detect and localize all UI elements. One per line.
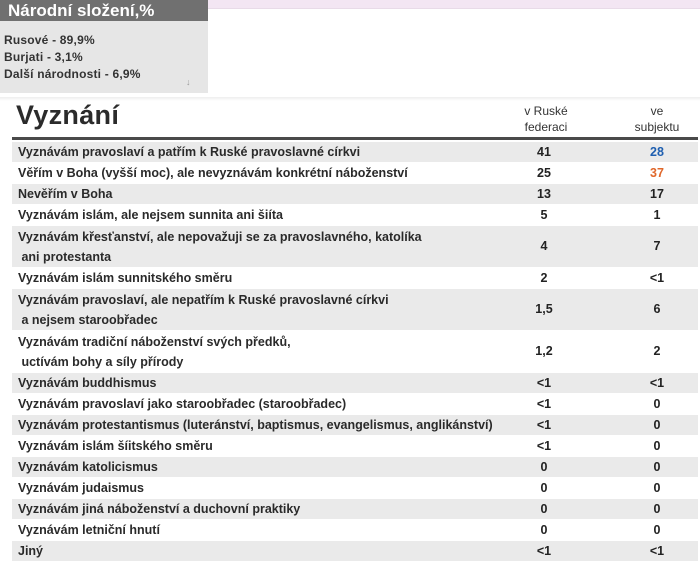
table-row bbox=[12, 457, 698, 478]
value-subject: 0 bbox=[653, 397, 661, 411]
table-row bbox=[12, 373, 698, 394]
national-composition-box bbox=[0, 0, 208, 93]
row-label-line: Vyznávám křesťanství, ale nepovažuji se za pravoslavného, katolíka bbox=[18, 230, 422, 244]
value-russia: <1 bbox=[536, 397, 552, 411]
row-label bbox=[18, 332, 291, 372]
table-row bbox=[12, 436, 698, 457]
value-subject: 28 bbox=[650, 145, 664, 159]
value-russia: 2 bbox=[540, 271, 548, 285]
table-row bbox=[12, 520, 698, 541]
row-label-line: Vyznávám pravoslaví a patřím k Ruské pravoslavné církvi bbox=[18, 145, 361, 159]
value-subject: 0 bbox=[653, 418, 661, 432]
national-line-russians: Rusové - 89,9% bbox=[4, 33, 95, 47]
row-label bbox=[18, 394, 346, 414]
row-label-line: ani protestanta bbox=[18, 250, 112, 264]
table-row bbox=[12, 394, 698, 415]
value-subject: 6 bbox=[653, 302, 661, 316]
value-subject: 0 bbox=[653, 481, 661, 495]
row-label bbox=[18, 520, 160, 540]
value-russia: 0 bbox=[540, 523, 548, 537]
value-russia: <1 bbox=[536, 418, 552, 432]
value-russia: <1 bbox=[536, 544, 552, 558]
value-russia: 1,2 bbox=[535, 344, 553, 358]
row-label bbox=[18, 541, 43, 561]
column-header-russia-line1: v Ruské bbox=[524, 104, 568, 118]
value-subject: <1 bbox=[649, 376, 665, 390]
value-subject: 7 bbox=[653, 239, 661, 253]
row-label bbox=[18, 227, 422, 267]
national-line-buryats: Burjati - 3,1% bbox=[4, 50, 83, 64]
value-russia: 13 bbox=[537, 187, 551, 201]
value-russia: <1 bbox=[536, 376, 552, 390]
row-label bbox=[18, 290, 389, 330]
row-label-line: Vyznávám pravoslaví jako staroobřadec (staroobřadec) bbox=[18, 397, 347, 411]
row-label-line: Vyznávám judaismus bbox=[18, 481, 144, 495]
value-russia: 0 bbox=[540, 481, 548, 495]
header-rule bbox=[12, 137, 698, 140]
row-label-line: uctívám bohy a síly přírody bbox=[18, 355, 184, 369]
table-row bbox=[12, 541, 698, 562]
row-label-line: Jiný bbox=[18, 544, 44, 558]
row-label bbox=[18, 457, 158, 477]
row-label-line: Vyznávám islám šíitského směru bbox=[18, 439, 213, 453]
column-header-subject bbox=[622, 103, 692, 135]
column-header-russia bbox=[515, 103, 577, 135]
value-russia: 0 bbox=[540, 460, 548, 474]
national-line-other: Další národnosti - 6,9% bbox=[4, 67, 141, 81]
table-row bbox=[12, 163, 698, 184]
row-label-line: Vyznávám tradiční náboženství svých předků, bbox=[18, 335, 291, 349]
table-row bbox=[12, 331, 698, 373]
value-subject: 0 bbox=[653, 523, 661, 537]
religion-table-title: Vyznání bbox=[16, 100, 120, 130]
column-header-subject-line2: subjektu bbox=[634, 120, 680, 134]
value-subject: 0 bbox=[653, 439, 661, 453]
top-line bbox=[208, 8, 700, 9]
row-label bbox=[18, 478, 144, 498]
down-arrow-icon: ↓ bbox=[186, 77, 191, 87]
value-subject: 37 bbox=[650, 166, 664, 180]
religion-table-body bbox=[12, 142, 698, 562]
table-row bbox=[12, 478, 698, 499]
table-row bbox=[12, 205, 698, 226]
row-label bbox=[18, 205, 283, 225]
table-row bbox=[12, 499, 698, 520]
column-header-russia-line2: federaci bbox=[524, 120, 568, 134]
row-label bbox=[18, 415, 493, 435]
row-label-line: a nejsem staroobřadec bbox=[18, 313, 158, 327]
row-label bbox=[18, 499, 300, 519]
table-row bbox=[12, 289, 698, 331]
value-russia: 4 bbox=[540, 239, 548, 253]
row-label bbox=[18, 268, 232, 288]
value-russia: 41 bbox=[537, 145, 551, 159]
column-header-subject-line1: ve bbox=[650, 104, 664, 118]
value-russia: 1,5 bbox=[535, 302, 553, 316]
row-label-line: Vyznávám buddhismus bbox=[18, 376, 157, 390]
value-subject: 0 bbox=[653, 502, 661, 516]
table-row bbox=[12, 415, 698, 436]
value-subject: 2 bbox=[653, 344, 661, 358]
row-label-line: Vyznávám letniční hnutí bbox=[18, 523, 160, 537]
row-label bbox=[18, 373, 156, 393]
row-label bbox=[18, 142, 360, 162]
top-strip bbox=[208, 0, 700, 8]
row-label bbox=[18, 163, 408, 183]
value-subject: 1 bbox=[653, 208, 661, 222]
row-label-line: Vyznávám jiná náboženství a duchovní praktiky bbox=[18, 502, 301, 516]
row-label-line: Věřím v Boha (vyšší moc), ale nevyznávám konkrétní náboženství bbox=[18, 166, 408, 180]
row-label-line: Nevěřím v Boha bbox=[18, 187, 113, 201]
row-label bbox=[18, 436, 213, 456]
value-subject: <1 bbox=[649, 544, 665, 558]
row-label-line: Vyznávám islám sunnitského směru bbox=[18, 271, 233, 285]
value-subject: 0 bbox=[653, 460, 661, 474]
value-russia: 0 bbox=[540, 502, 548, 516]
national-composition-title: Národní složení,% bbox=[0, 0, 208, 21]
row-label-line: Vyznávám katolicismus bbox=[18, 460, 158, 474]
value-subject: 17 bbox=[650, 187, 664, 201]
table-row bbox=[12, 184, 698, 205]
value-russia: 25 bbox=[537, 166, 551, 180]
row-label-line: Vyznávám protestantismus (luteránství, baptismus, evangelismus, anglikánství) bbox=[18, 418, 493, 432]
table-row bbox=[12, 226, 698, 268]
value-russia: 5 bbox=[540, 208, 548, 222]
value-russia: <1 bbox=[536, 439, 552, 453]
row-label-line: Vyznávám islám, ale nejsem sunnita ani šiíta bbox=[18, 208, 283, 222]
table-row bbox=[12, 268, 698, 289]
row-label bbox=[18, 184, 112, 204]
value-subject: <1 bbox=[649, 271, 665, 285]
row-label-line: Vyznávám pravoslaví, ale nepatřím k Ruské pravoslavné církvi bbox=[18, 293, 389, 307]
table-row bbox=[12, 142, 698, 163]
